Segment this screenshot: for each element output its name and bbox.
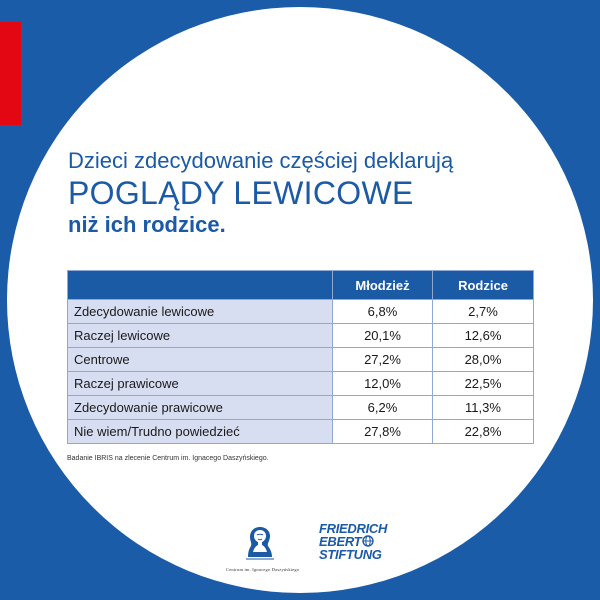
table-row [68,396,534,420]
table-row [68,324,534,348]
headline-line1: Dzieci zdecydowanie częściej deklarują [68,148,454,173]
portrait-emblem-icon [243,524,277,562]
cig-logo [226,524,300,572]
headline-line2: POGLĄDY LEWICOWE [68,175,414,211]
fes-line2: EBERT [319,534,362,549]
value-mlodziez: 20,1% [333,324,433,348]
fes-logo [319,522,387,561]
row-label: Raczej lewicowe [68,324,333,348]
row-label: Nie wiem/Trudno powiedzieć [68,420,333,444]
table-row [68,300,534,324]
header-rodzice: Rodzice [433,271,534,300]
value-rodzice: 12,6% [433,324,534,348]
cig-name: Centrum im. Ignacego Daszyńskiego [226,567,300,572]
table-row [68,348,534,372]
source-note: Badanie IBRIS na zlecenie Centrum im. Ignacego Daszyńskiego. [67,455,269,462]
value-mlodziez: 27,8% [333,420,433,444]
value-rodzice: 11,3% [433,396,534,420]
row-label: Centrowe [68,348,333,372]
fes-line1: FRIEDRICH [319,521,388,536]
header-empty [68,271,333,300]
value-rodzice: 22,8% [433,420,534,444]
row-label: Raczej prawicowe [68,372,333,396]
table-row [68,372,534,396]
value-rodzice: 28,0% [433,348,534,372]
value-rodzice: 2,7% [433,300,534,324]
value-mlodziez: 6,2% [333,396,433,420]
headline-line3: niż ich rodzice. [68,212,226,237]
headline [68,147,453,238]
table-row [68,420,534,444]
fes-line3: STIFTUNG [319,547,382,562]
value-mlodziez: 12,0% [333,372,433,396]
row-label: Zdecydowanie lewicowe [68,300,333,324]
header-mlodziez: Młodzież [333,271,433,300]
results-table [67,270,534,444]
globe-icon [362,535,374,547]
row-label: Zdecydowanie prawicowe [68,396,333,420]
value-mlodziez: 6,8% [333,300,433,324]
red-accent-bar [0,22,21,125]
value-mlodziez: 27,2% [333,348,433,372]
table-header-row [68,271,534,300]
value-rodzice: 22,5% [433,372,534,396]
